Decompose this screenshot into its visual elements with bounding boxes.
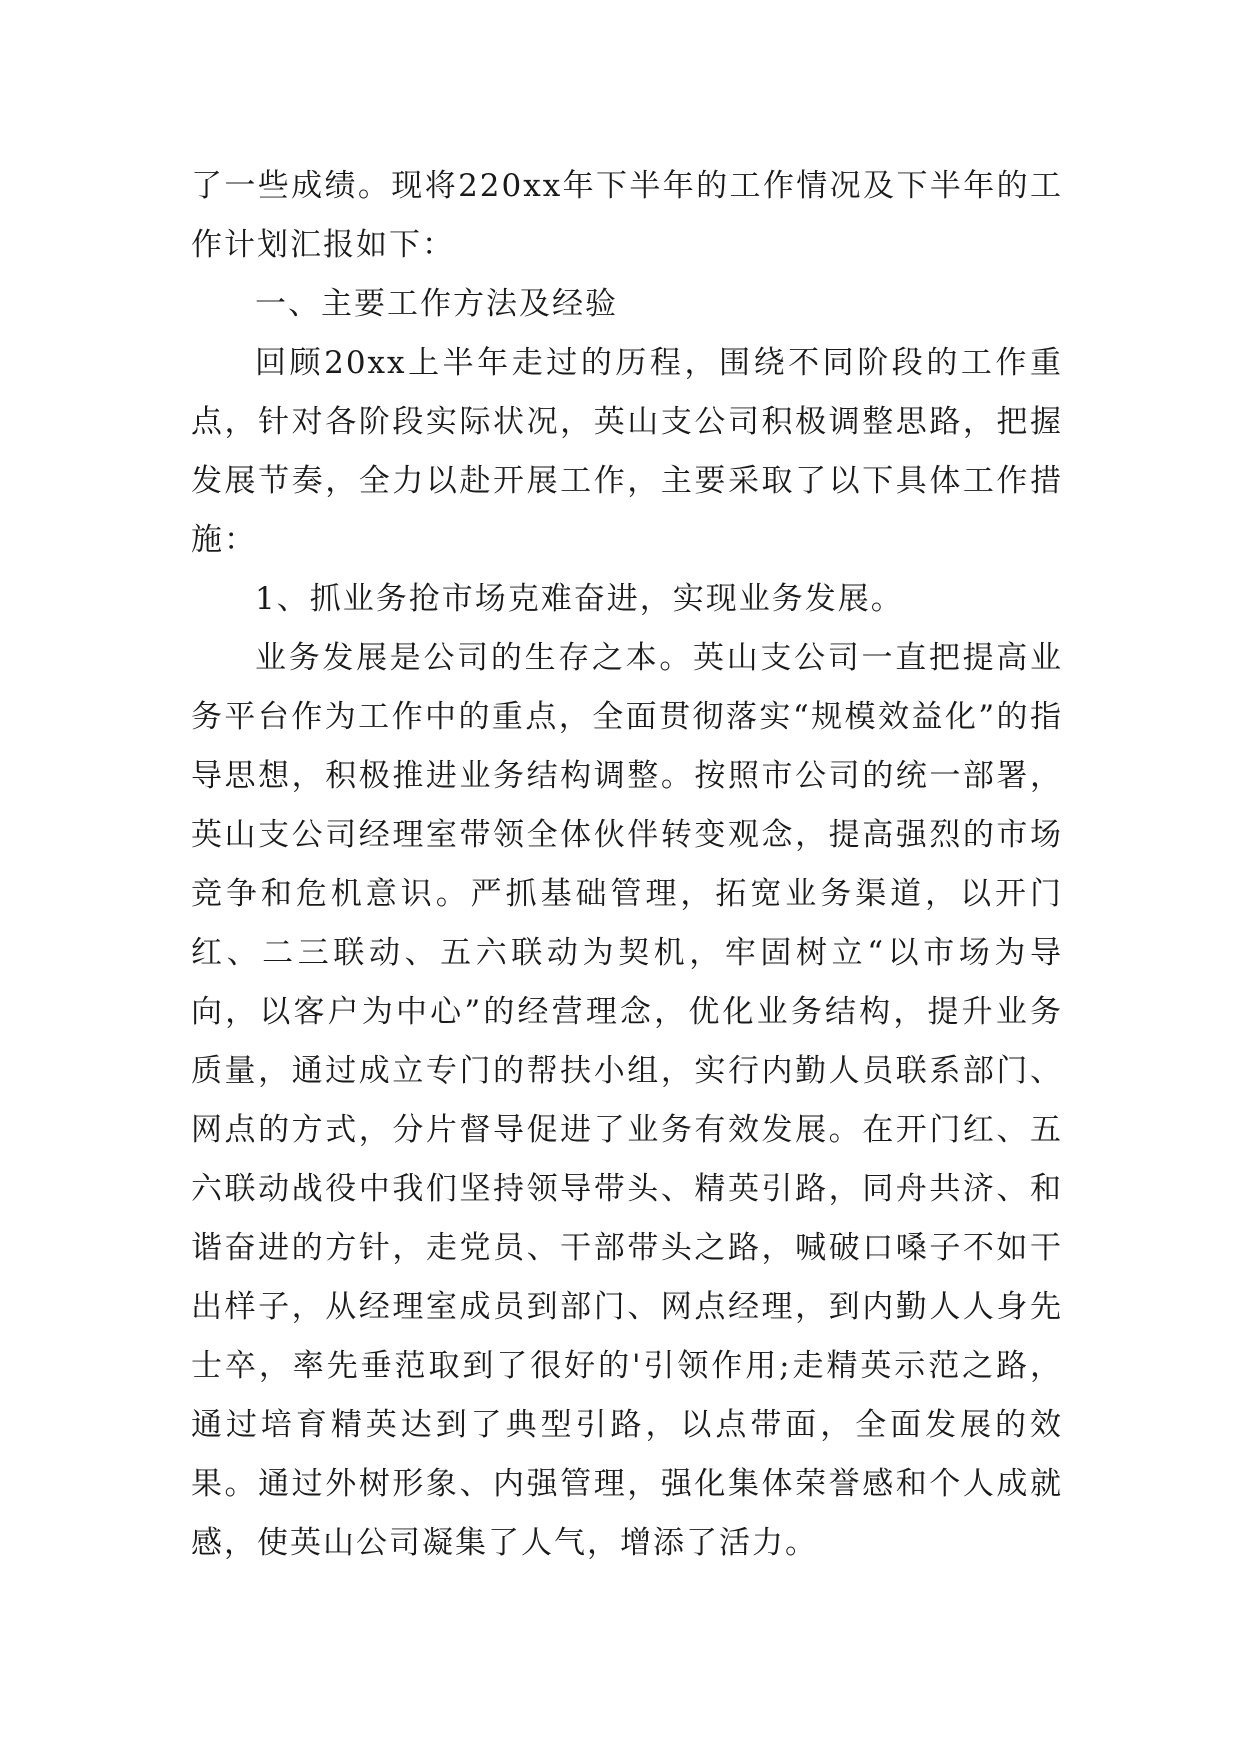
section-heading: 一、主要工作方法及经验 — [255, 286, 618, 322]
document-body — [191, 157, 1063, 1573]
paragraph-business-development: 业务发展是公司的生存之本。英山支公司一直把提高业务平台作为工作中的重点，全面贯彻落实“规模效益化”的指导思想，积极推进业务结构调整。按照市公司的统一部署，英山支公司经理室带领全体伙伴转变观念，提高强烈的市场竞争和危机意识。严抓基础管理，拓宽业务渠道，以开门红、二三联动、五六联动为契机，牢固树立“以市场为导向，以客户为中心”的经营理念，优化业务结构，提升业务质量，通过成立专门的帮扶小组，实行内勤人员联系部门、网点的方式，分片督导促进了业务有效发展。在开门红、五六联动战役中我们坚持领导带头、精英引路，同舟共济、和谐奋进的方针，走党员、干部带头之路，喊破口嗓子不如干出样子，从经理室成员到部门、网点经理，到内勤人人身先士卒，率先垂范取到了很好的'引领作用;走精英示范之路，通过培育精英达到了典型引路，以点带面，全面发展的效果。通过外树形象、内强管理，强化集体荣誉感和个人成就感，使英山公司凝集了人气，增添了活力。 — [191, 640, 1063, 1561]
paragraph-continuation: 了一些成绩。现将220xx年下半年的工作情况及下半年的工作计划汇报如下： — [191, 168, 1063, 263]
subsection-heading: 1、抓业务抢市场克难奋进，实现业务发展。 — [255, 581, 904, 617]
paragraph-review: 回顾20xx上半年走过的历程，围绕不同阶段的工作重点，针对各阶段实际状况，英山支公司积极调整思路，把握发展节奏，全力以赴开展工作，主要采取了以下具体工作措施： — [191, 345, 1063, 558]
